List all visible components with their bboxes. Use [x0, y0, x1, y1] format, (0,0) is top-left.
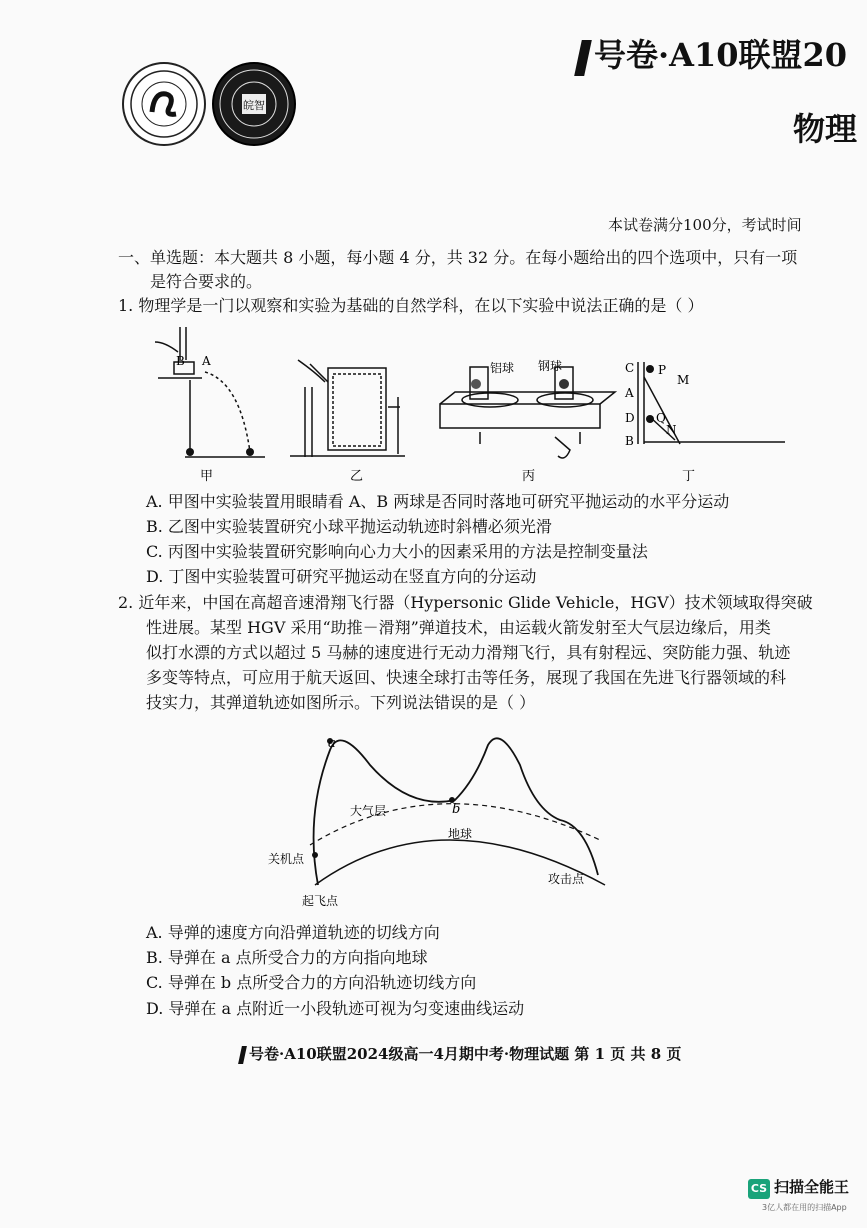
- q2-stem-line5: 技实力，其弹道轨迹如图所示。下列说法错误的是（ ）: [146, 693, 536, 712]
- scanner-tagline: 3亿人都在用的扫描App: [762, 1203, 847, 1212]
- fig-bing-steel-ball: 钢球: [538, 359, 563, 373]
- fig-jia-label-A: A: [202, 354, 211, 368]
- ball-b-landed: [246, 448, 254, 456]
- q2-stem-line3: 似打水漂的方式以超过 5 马赫的速度进行无动力滑翔飞行，具有射程远、突防能力强、轨迹: [146, 643, 791, 662]
- fig-ding-Q: Q: [656, 411, 666, 425]
- q1-option-b: B. 乙图中实验装置研究小球平抛运动轨迹时斜槽必须光滑: [146, 517, 552, 536]
- q2-trajectory-figure: [260, 725, 620, 915]
- label-b: b: [452, 802, 461, 817]
- q1-option-d: D. 丁图中实验装置可研究平抛运动在竖直方向的分运动: [146, 567, 537, 586]
- fig-ding-N: N: [666, 423, 677, 437]
- fig-bing-al-ball: 铝球: [490, 361, 515, 375]
- fig-label-jia: 甲: [200, 469, 214, 484]
- wanzhi-logo-graphic: [214, 64, 294, 144]
- scanner-watermark: [748, 1176, 849, 1199]
- q1-option-a: A. 甲图中实验装置用眼睛看 A、B 两球是否同时落地可研究平抛运动的水平分运动: [146, 492, 730, 511]
- q2-option-c: C. 导弹在 b 点所受合力的方向沿轨迹切线方向: [146, 973, 477, 992]
- brand-mark-icon: [574, 40, 592, 76]
- label-shutdown: 关机点: [268, 852, 305, 866]
- shutdown-point: [312, 852, 318, 858]
- fig-ding-A: A: [625, 386, 634, 400]
- exam-note: 本试卷满分100分，考试时间: [608, 216, 802, 234]
- page-footer: 号卷·A10联盟2024级高一4月期中考·物理试题 第 1 页 共 8 页: [240, 1043, 681, 1064]
- q2-option-a: A. 导弹的速度方向沿弹道轨迹的切线方向: [146, 923, 440, 942]
- fig-ding-D: D: [625, 411, 635, 425]
- fig-label-bing: 丙: [522, 469, 536, 484]
- label-target: 攻击点: [548, 872, 585, 886]
- label-atmosphere: 大气层: [350, 804, 387, 818]
- q2-stem-line4: 多变等特点，可应用于航天返回、快速全球打击等任务，展现了我国在先进飞行器领域的科: [146, 668, 787, 687]
- subject-title: 物理: [793, 110, 858, 148]
- alliance-logo: [122, 62, 206, 146]
- svg-text:皖智: 皖智: [243, 99, 265, 112]
- q1-option-c: C. 丙图中实验装置研究影响向心力大小的因素采用的方法是控制变量法: [146, 542, 648, 561]
- camscanner-icon: CS: [748, 1179, 770, 1199]
- fig-ding-P: P: [658, 363, 667, 377]
- label-a: a: [328, 736, 336, 751]
- figure-yi: [290, 360, 405, 457]
- fig-label-ding: 丁: [682, 469, 696, 484]
- q1-stem: 1. 物理学是一门以观察和实验为基础的自然学科，在以下实验中说法正确的是（ ）: [118, 296, 704, 315]
- q2-stem-line2: 性进展。某型 HGV 采用“助推－滑翔”弹道技术，由运载火箭发射至大气层边缘后，用类: [146, 618, 771, 637]
- scanner-name: 扫描全能王: [774, 1178, 850, 1196]
- wanzhi-logo: [212, 62, 296, 146]
- q2-option-b: B. 导弹在 a 点所受合力的方向指向地球: [146, 948, 428, 967]
- fig-ding-B: B: [625, 434, 634, 448]
- section-heading-line2: 是符合要求的。: [150, 272, 263, 291]
- section-heading-line1: 一、单选题：本大题共 8 小题，每小题 4 分，共 32 分。在每小题给出的四个选项中，只有一项: [118, 248, 798, 267]
- fig-ding-M: M: [677, 373, 690, 387]
- fig-jia-label-B: B: [176, 354, 185, 368]
- label-earth: 地球: [448, 827, 473, 841]
- q2-stem-line1: 2. 近年来，中国在高超音速滑翔飞行器（Hypersonic Glide Vehicle，HGV）技术领域取得突破: [118, 593, 813, 612]
- alliance-logo-graphic: [124, 64, 204, 144]
- q2-option-d: D. 导弹在 a 点附近一小段轨迹可视为匀变速曲线运动: [146, 999, 525, 1018]
- wanzhi-logo-text: [1, 0, 2, 1]
- fig-ding-C: C: [625, 361, 635, 375]
- fig-label-yi: 乙: [350, 469, 364, 484]
- figure-bing: [440, 367, 615, 458]
- ball-a-landed: [186, 448, 194, 456]
- q1-figures: [150, 322, 800, 487]
- footer-brand-mark-icon: [238, 1046, 247, 1064]
- figure-jia: [155, 327, 265, 457]
- brand-title: 号卷·A10联盟20: [578, 30, 847, 76]
- label-launch: 起飞点: [302, 894, 339, 908]
